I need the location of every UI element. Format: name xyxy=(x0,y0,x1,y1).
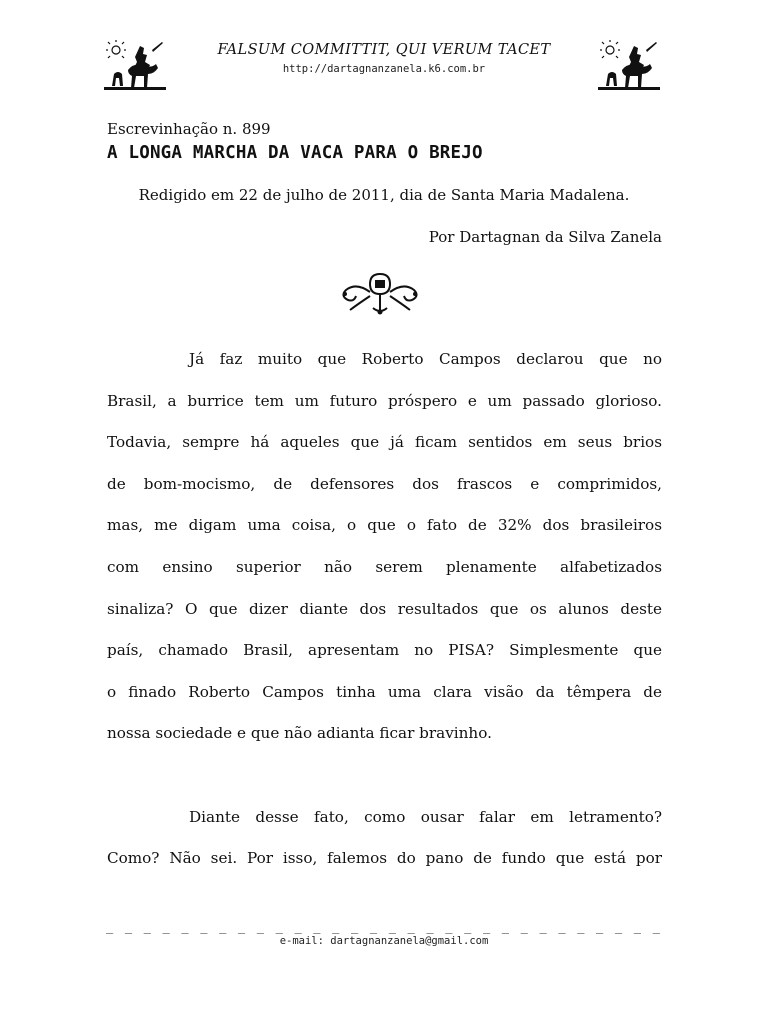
text-line: Brasil, a burrice tem um futuro próspero e um passado glorioso. xyxy=(107,391,662,410)
author-line: Por Dartagnan da Silva Zanela xyxy=(428,228,662,246)
document-title: A LONGA MARCHA DA VACA PARA O BREJO xyxy=(107,143,483,163)
article-body xyxy=(107,339,662,880)
text-line: mas, me digam uma coisa, o que o fato de 32% dos brasileiros xyxy=(107,516,662,535)
footer-email: e-mail: dartagnanzanela@gmail.com xyxy=(279,935,489,947)
paragraph-gap xyxy=(107,755,662,797)
text-line: Todavia, sempre há aqueles que já ficam sentidos em seus brios xyxy=(107,433,662,452)
series-number: Escrevinhação n. 899 xyxy=(107,120,271,138)
header-url: http://dartagnanzanela.k6.com.br xyxy=(282,63,486,75)
baroque-ornament-icon xyxy=(339,270,421,316)
text-line: Diante desse fato, como ousar falar em letramento? xyxy=(189,807,662,826)
paragraph xyxy=(107,339,662,381)
paragraph xyxy=(107,797,662,839)
footer-rule: _ _ _ _ _ _ _ _ _ _ _ _ _ _ _ _ _ _ _ _ _ _ _ _ _ _ _ _ _ _ xyxy=(105,920,663,934)
text-line: com ensino superior não serem plenamente alfabetizados xyxy=(107,557,662,576)
text-line: nossa sociedade e que não adianta ficar bravinho. xyxy=(107,724,492,743)
header-motto: FALSUM COMMITTIT, QUI VERUM TACET xyxy=(217,42,551,58)
text-line: o finado Roberto Campos tinha uma clara visão da têmpera de xyxy=(107,682,662,701)
text-line: sinaliza? O que dizer diante dos resultados que os alunos deste xyxy=(107,599,662,618)
text-line: de bom-mocismo, de defensores dos frascos e comprimidos, xyxy=(107,474,662,493)
text-line: Como? Não sei. Por isso, falemos do pano de fundo que está por xyxy=(107,849,662,868)
date-line: Redigido em 22 de julho de 2011, dia de Santa Maria Madalena. xyxy=(138,186,630,204)
text-line: Já faz muito que Roberto Campos declarou que no xyxy=(189,350,662,368)
text-line: país, chamado Brasil, apresentam no PISA? Simplesmente que xyxy=(107,641,662,660)
